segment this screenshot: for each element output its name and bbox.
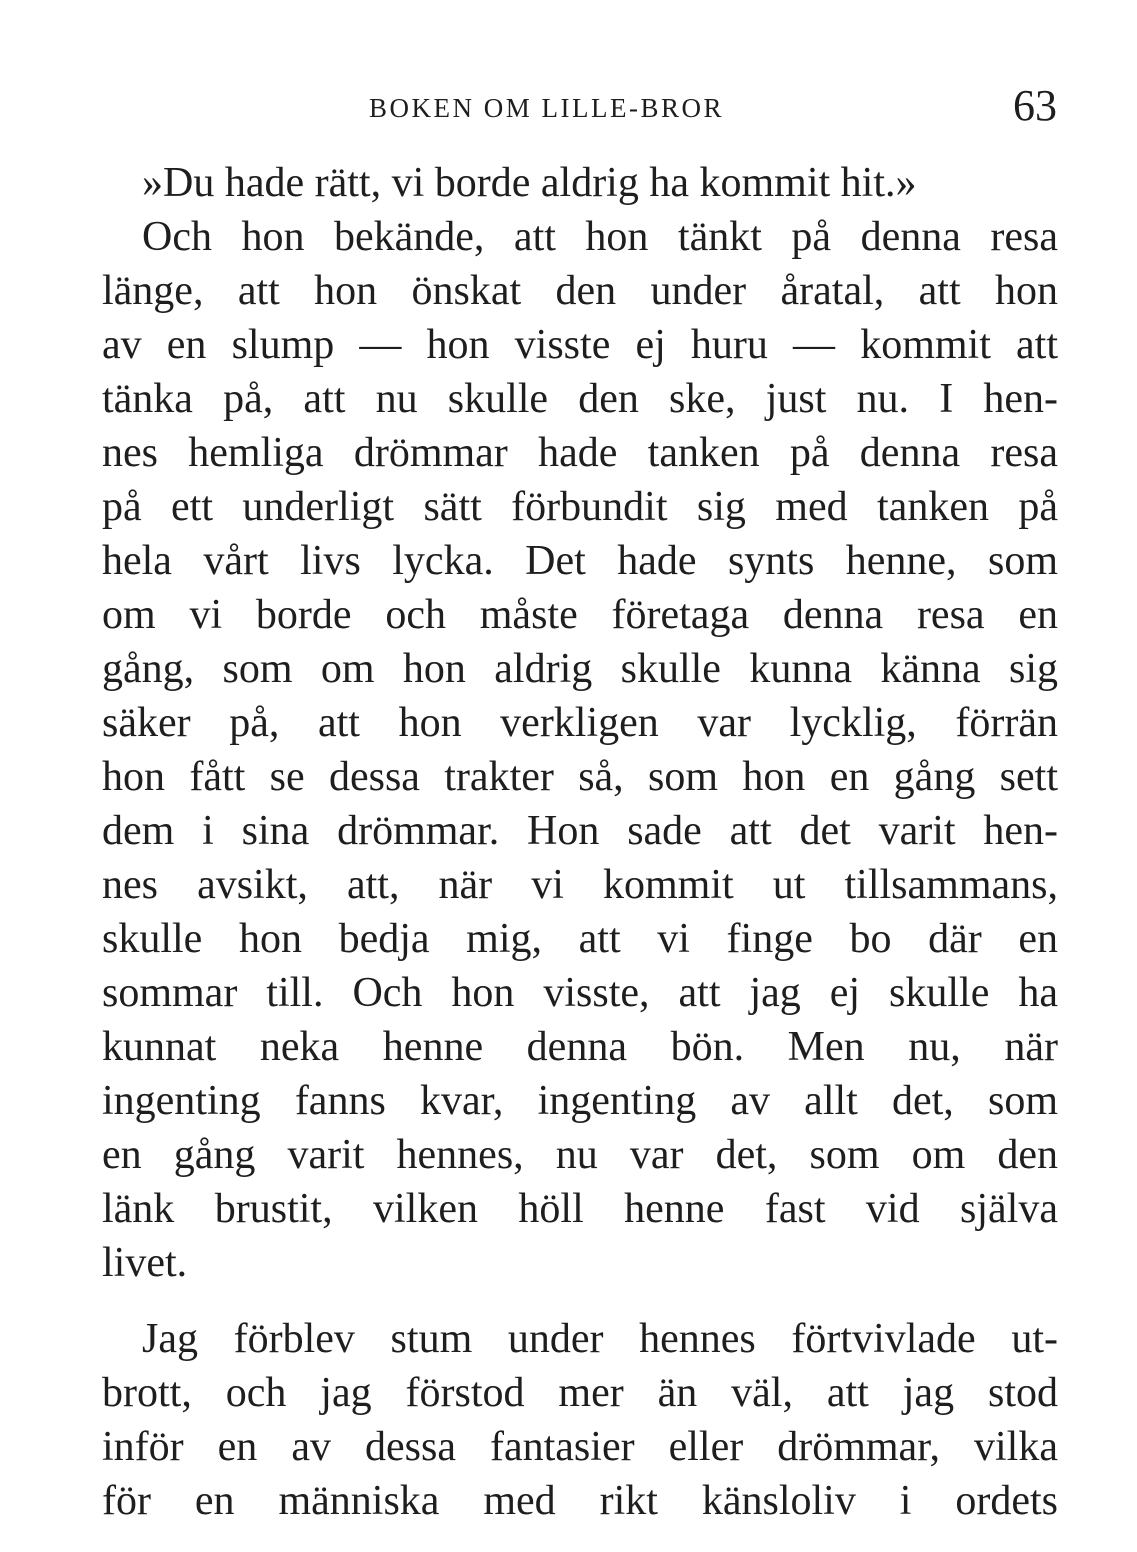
text-line: hon fått se dessa trakter så, som hon en gång sett xyxy=(102,754,1058,800)
text-line: livet. xyxy=(102,1240,188,1286)
text-line: kunnat neka henne denna bön. Men nu, när xyxy=(102,1024,1058,1070)
text-line: av en slump — hon visste ej huru — kommit att xyxy=(102,322,1058,368)
text-line: nes hemliga drömmar hade tanken på denna resa xyxy=(102,430,1058,476)
text-line: nes avsikt, att, när vi kommit ut tillsammans, xyxy=(102,862,1058,908)
text-line: ingenting fanns kvar, ingenting av allt det, som xyxy=(102,1078,1058,1124)
text-line: sommar till. Och hon visste, att jag ej skulle ha xyxy=(102,970,1058,1016)
text-line: säker på, att hon verkligen var lycklig, förrän xyxy=(102,700,1058,746)
running-title: BOKEN OM LILLE-BROR xyxy=(369,93,724,123)
text-line: för en människa med rikt känsloliv i ordets xyxy=(102,1478,1058,1524)
text-line: Och hon bekände, att hon tänkt på denna resa xyxy=(142,214,1058,260)
text-line: Jag förblev stum under hennes förtvivlade ut- xyxy=(142,1316,1058,1362)
text-line: tänka på, att nu skulle den ske, just nu. I hen- xyxy=(102,376,1058,422)
page-number: 63 xyxy=(1013,81,1057,130)
text-line: på ett underligt sätt förbundit sig med tanken på xyxy=(102,484,1058,530)
text-line: inför en av dessa fantasier eller drömmar, vilka xyxy=(102,1424,1058,1470)
text-line: »Du hade rätt, vi borde aldrig ha kommit hit.» xyxy=(142,160,917,206)
text-line: dem i sina drömmar. Hon sade att det varit hen- xyxy=(102,808,1058,854)
paragraph-2 xyxy=(102,210,1058,1290)
body-text xyxy=(102,156,1058,1528)
paragraph-3 xyxy=(102,1312,1058,1528)
text-line: om vi borde och måste företaga denna resa en xyxy=(102,592,1058,638)
text-line: skulle hon bedja mig, att vi finge bo där en xyxy=(102,916,1058,962)
text-line: länk brustit, vilken höll henne fast vid själva xyxy=(102,1186,1058,1232)
paragraph-1 xyxy=(102,156,1058,210)
running-head xyxy=(0,81,1137,130)
text-line: gång, som om hon aldrig skulle kunna känna sig xyxy=(102,646,1058,692)
paragraph-gap xyxy=(102,1290,1058,1312)
text-line: hela vårt livs lycka. Det hade synts henne, som xyxy=(102,538,1058,584)
text-line: en gång varit hennes, nu var det, som om den xyxy=(102,1132,1058,1178)
text-line: länge, att hon önskat den under åratal, att hon xyxy=(102,268,1058,314)
text-line: brott, och jag förstod mer än väl, att jag stod xyxy=(102,1370,1058,1416)
